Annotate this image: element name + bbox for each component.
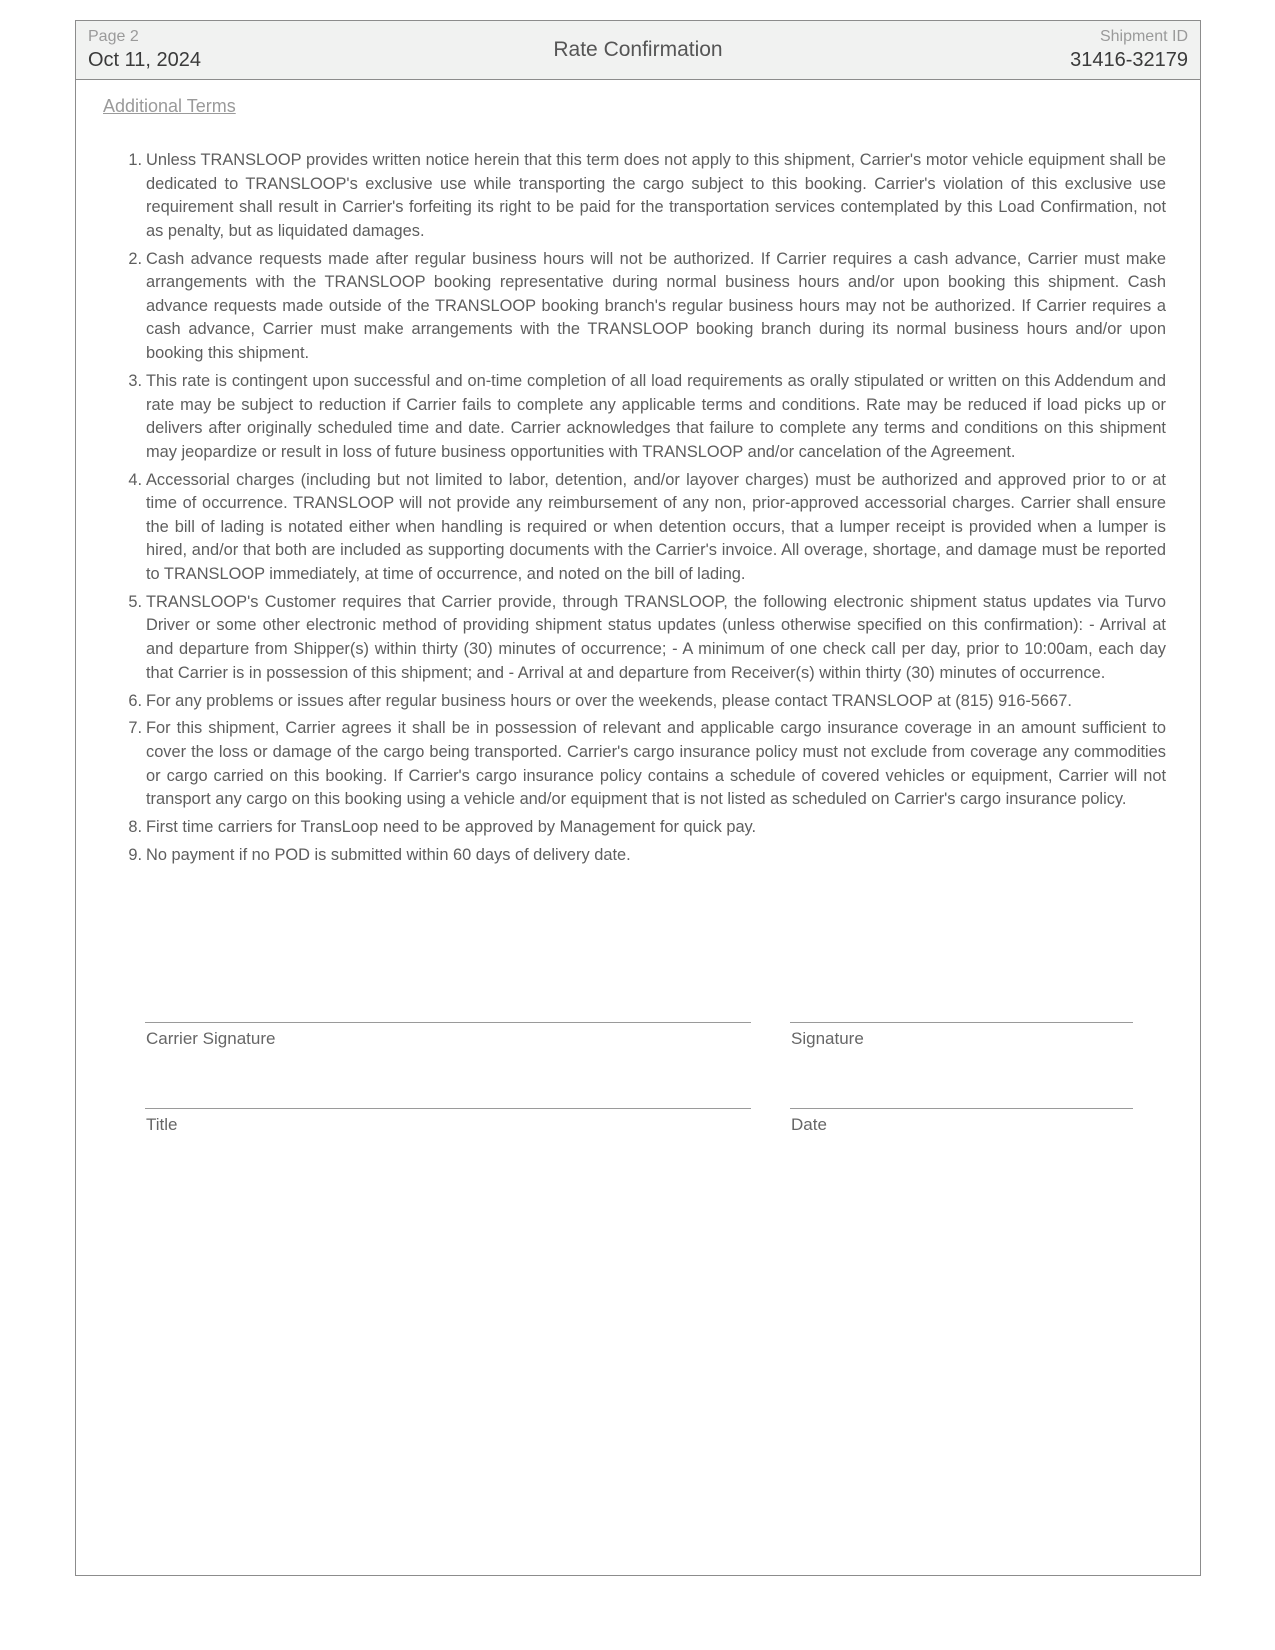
term-number: 9. [128, 846, 142, 864]
carrier-signature-line[interactable] [145, 1022, 751, 1023]
term-number: 1. [128, 151, 142, 169]
term-text: First time carriers for TransLoop need to be approved by Management for quick pay. [146, 818, 757, 837]
term-text: No payment if no POD is submitted within 60 days of delivery date. [146, 846, 631, 864]
term-item [128, 149, 1166, 243]
term-number: 4. [128, 470, 142, 489]
term-text: For any problems or issues after regular business hours or over the weekends, please contact TRANSLOOP at (815) 916-5667. [146, 691, 1072, 710]
title-label: Title [146, 1115, 178, 1134]
carrier-signature-label: Carrier Signature [146, 1029, 276, 1048]
term-item [128, 690, 1166, 714]
term-text: This rate is contingent upon successful and on-time completion of all load requirements as orally stipulated or written on this Addendum and rate may be subject to reduction if Carrier fails to complete any applicable terms and conditions. Rate may be reduced if load picks up or delivers after originally scheduled time and date. Carrier acknowledges that failure to complete any terms and conditions on this shipment may jeopardize or result in loss of future business opportunities with TRANSLOOP and/or cancelation of the Agreement. [146, 371, 1166, 461]
term-text: For this shipment, Carrier agrees it shall be in possession of relevant and applicable cargo insurance coverage in an amount sufficient to cover the loss or damage of the cargo being transported. Carrier's cargo insurance policy must not exclude from coverage any commodities or cargo carried on this booking. If Carrier's cargo insurance policy contains a schedule of covered vehicles or equipment, Carrier will not transport any cargo on this booking using a vehicle and/or equipment that is not listed as scheduled on Carrier's cargo insurance policy. [146, 719, 1166, 809]
term-number: 5. [128, 592, 142, 611]
terms-list [128, 149, 1166, 872]
title-line[interactable] [145, 1108, 751, 1109]
term-item [128, 591, 1166, 685]
term-item [128, 469, 1166, 587]
term-text: Cash advance requests made after regular business hours will not be authorized. If Carrier requires a cash advance, Carrier must make arrangements with the TRANSLOOP booking representative during normal business hours and/or upon booking this shipment. Cash advance requests made outside of the TRANSLOOP booking branch's regular business hours may not be authorized. If Carrier requires a cash advance, Carrier must make arrangements with the TRANSLOOP booking branch during its normal business hours and/or upon booking this shipment. [146, 249, 1166, 363]
shipment-id-value: 31416-32179 [1070, 49, 1188, 71]
term-number: 6. [128, 691, 142, 710]
term-item [128, 248, 1166, 366]
term-number: 8. [128, 818, 142, 837]
term-number: 3. [128, 371, 142, 390]
term-text: TRANSLOOP's Customer requires that Carrier provide, through TRANSLOOP, the following electronic shipment status updates via Turvo Driver or some other electronic method of providing shipment status updates (unless otherwise specified on this confirmation): - Arrival at and departure from Shipper(s) within thirty (30) minutes of occurrence; - A minimum of one check call per day, prior to 10:00am, each day that Carrier is in possession of this shipment; and - Arrival at and departure from Receiver(s) within thirty (30) minutes of occurrence. [146, 592, 1166, 682]
term-text: Accessorial charges (including but not limited to labor, detention, and/or layover charges) must be authorized and approved prior to or at time of occurrence. TRANSLOOP will not provide any reimbursement of any non, prior-approved accessorial charges. Carrier shall ensure the bill of lading is notated either when handling is required or when detention occurs, that a lumper receipt is provided when a lumper is hired, and/or that both are included as supporting documents with the Carrier's invoice. All overage, shortage, and damage must be reported to TRANSLOOP immediately, at time of occurrence, and noted on the bill of lading. [146, 470, 1166, 583]
term-item [128, 816, 1166, 840]
signature-label: Signature [791, 1029, 864, 1048]
term-number: 7. [128, 719, 142, 738]
document-date: Oct 11, 2024 [88, 49, 202, 71]
term-item [128, 717, 1166, 811]
additional-terms-heading: Additional Terms [103, 96, 236, 116]
date-line[interactable] [790, 1108, 1133, 1109]
shipment-id-label: Shipment ID [1099, 28, 1188, 45]
page-number: Page 2 [88, 28, 139, 45]
document-title: Rate Confirmation [553, 38, 723, 61]
signature-line[interactable] [790, 1022, 1133, 1023]
header-right [1070, 27, 1188, 73]
term-number: 2. [128, 249, 142, 268]
term-item [128, 844, 1166, 868]
term-item [128, 370, 1166, 464]
page-header [76, 21, 1200, 80]
date-label: Date [791, 1115, 827, 1134]
document-page [75, 20, 1201, 1576]
term-text: Unless TRANSLOOP provides written notice herein that this term does not apply to this shipment, Carrier's motor vehicle equipment shall be dedicated to TRANSLOOP's exclusive use while transporting the cargo subject to this booking. Carrier's violation of this exclusive use requirement shall result in Carrier's forfeiting its right to be paid for the transportation services contemplated by this Load Confirmation, not as penalty, but as liquidated damages. [146, 151, 1166, 240]
